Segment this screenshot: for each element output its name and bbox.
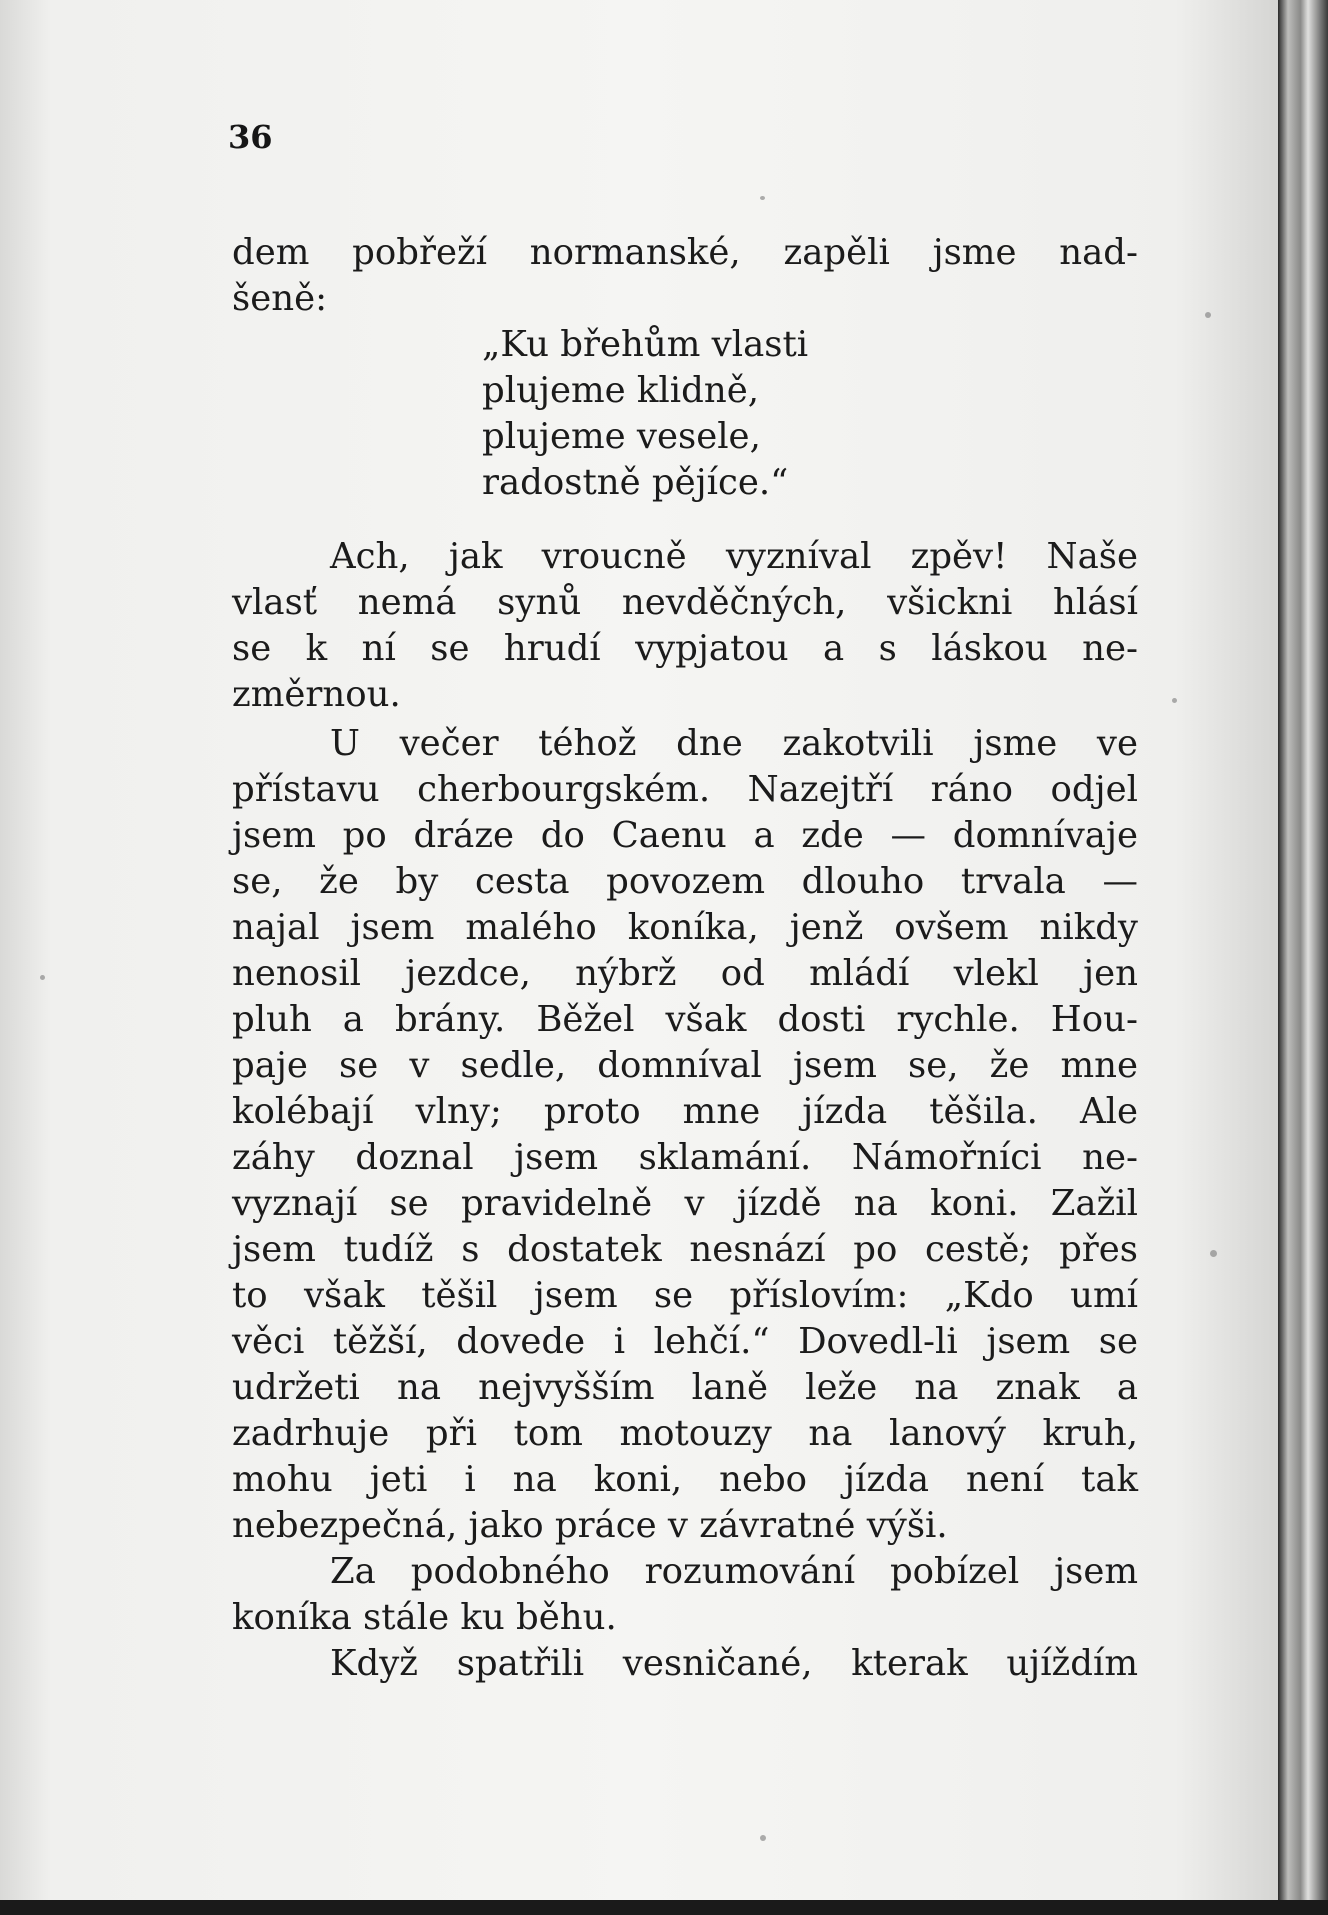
verse-line: radostně pějíce.“ (482, 462, 789, 503)
text-line: udržeti na nejvyšším laně leže na znak a (232, 1367, 1138, 1408)
text-line: pluh a brány. Běžel však dosti rychle. Hou- (232, 999, 1138, 1040)
text-line: zadrhuje při tom motouzy na lanový kruh, (232, 1413, 1138, 1454)
text-line: věci těžší, dovede i lehčí.“ Dovedl-li jsem se (232, 1321, 1138, 1362)
text-line: to však těšil jsem se příslovím: „Kdo umí (232, 1275, 1138, 1316)
verse-line: plujeme vesele, (482, 416, 761, 457)
page-number: 36 (228, 118, 273, 156)
text-line: vyznají se pravidelně v jízdě na koni. Zažil (232, 1183, 1138, 1224)
text-line: šeně: (232, 278, 328, 319)
page-edge (1278, 0, 1328, 1915)
text-line: se k ní se hrudí vypjatou a s láskou ne- (232, 628, 1138, 669)
verse-line: „Ku břehům vlasti (482, 324, 809, 365)
text-line: Za podobného rozumování pobízel jsem (330, 1551, 1138, 1592)
text-line: mohu jeti i na koni, nebo jízda není tak (232, 1459, 1138, 1500)
paper-speck (1205, 312, 1211, 318)
text-line: Když spatřili vesničané, kterak ujíždím (330, 1643, 1138, 1684)
spacer (232, 506, 1138, 534)
text-line: koníka stále ku běhu. (232, 1597, 617, 1638)
text-line: jsem tudíž s dostatek nesnází po cestě; přes (232, 1229, 1138, 1270)
text-line: se, že by cesta povozem dlouho trvala — (232, 861, 1138, 902)
text-line: kolébají vlny; proto mne jízda těšila. Ale (232, 1091, 1138, 1132)
text-line: U večer téhož dne zakotvili jsme ve (330, 723, 1138, 764)
text-line: jsem po dráze do Caenu a zde — domnívaje (232, 815, 1138, 856)
page-bottom-edge (0, 1900, 1328, 1915)
text-line: přístavu cherbourgském. Nazejtří ráno odjel (232, 769, 1138, 810)
paper-speck (760, 196, 765, 200)
text-line: vlasť nemá synů nevděčných, všickni hlásí (232, 582, 1138, 623)
text-line: záhy doznal jsem sklamání. Námořníci ne- (232, 1137, 1138, 1178)
text-line: dem pobřeží normanské, zapěli jsme nad- (232, 232, 1138, 273)
paper-speck (1172, 698, 1177, 703)
text-line: paje se v sedle, domníval jsem se, že mne (232, 1045, 1138, 1086)
paper-speck (760, 1835, 766, 1841)
text-line: nenosil jezdce, nýbrž od mládí vlekl jen (232, 953, 1138, 994)
paper-speck (1210, 1250, 1217, 1257)
text-line: najal jsem malého koníka, jenž ovšem nikdy (232, 907, 1138, 948)
paper-speck (40, 975, 45, 980)
text-line: změrnou. (232, 674, 401, 715)
verse-line: plujeme klidně, (482, 370, 760, 411)
text-line: Ach, jak vroucně vyzníval zpěv! Naše (330, 536, 1138, 577)
verse-quote (482, 322, 1138, 506)
page-text (232, 230, 1138, 1687)
text-line: nebezpečná, jako práce v závratné výši. (232, 1505, 948, 1546)
